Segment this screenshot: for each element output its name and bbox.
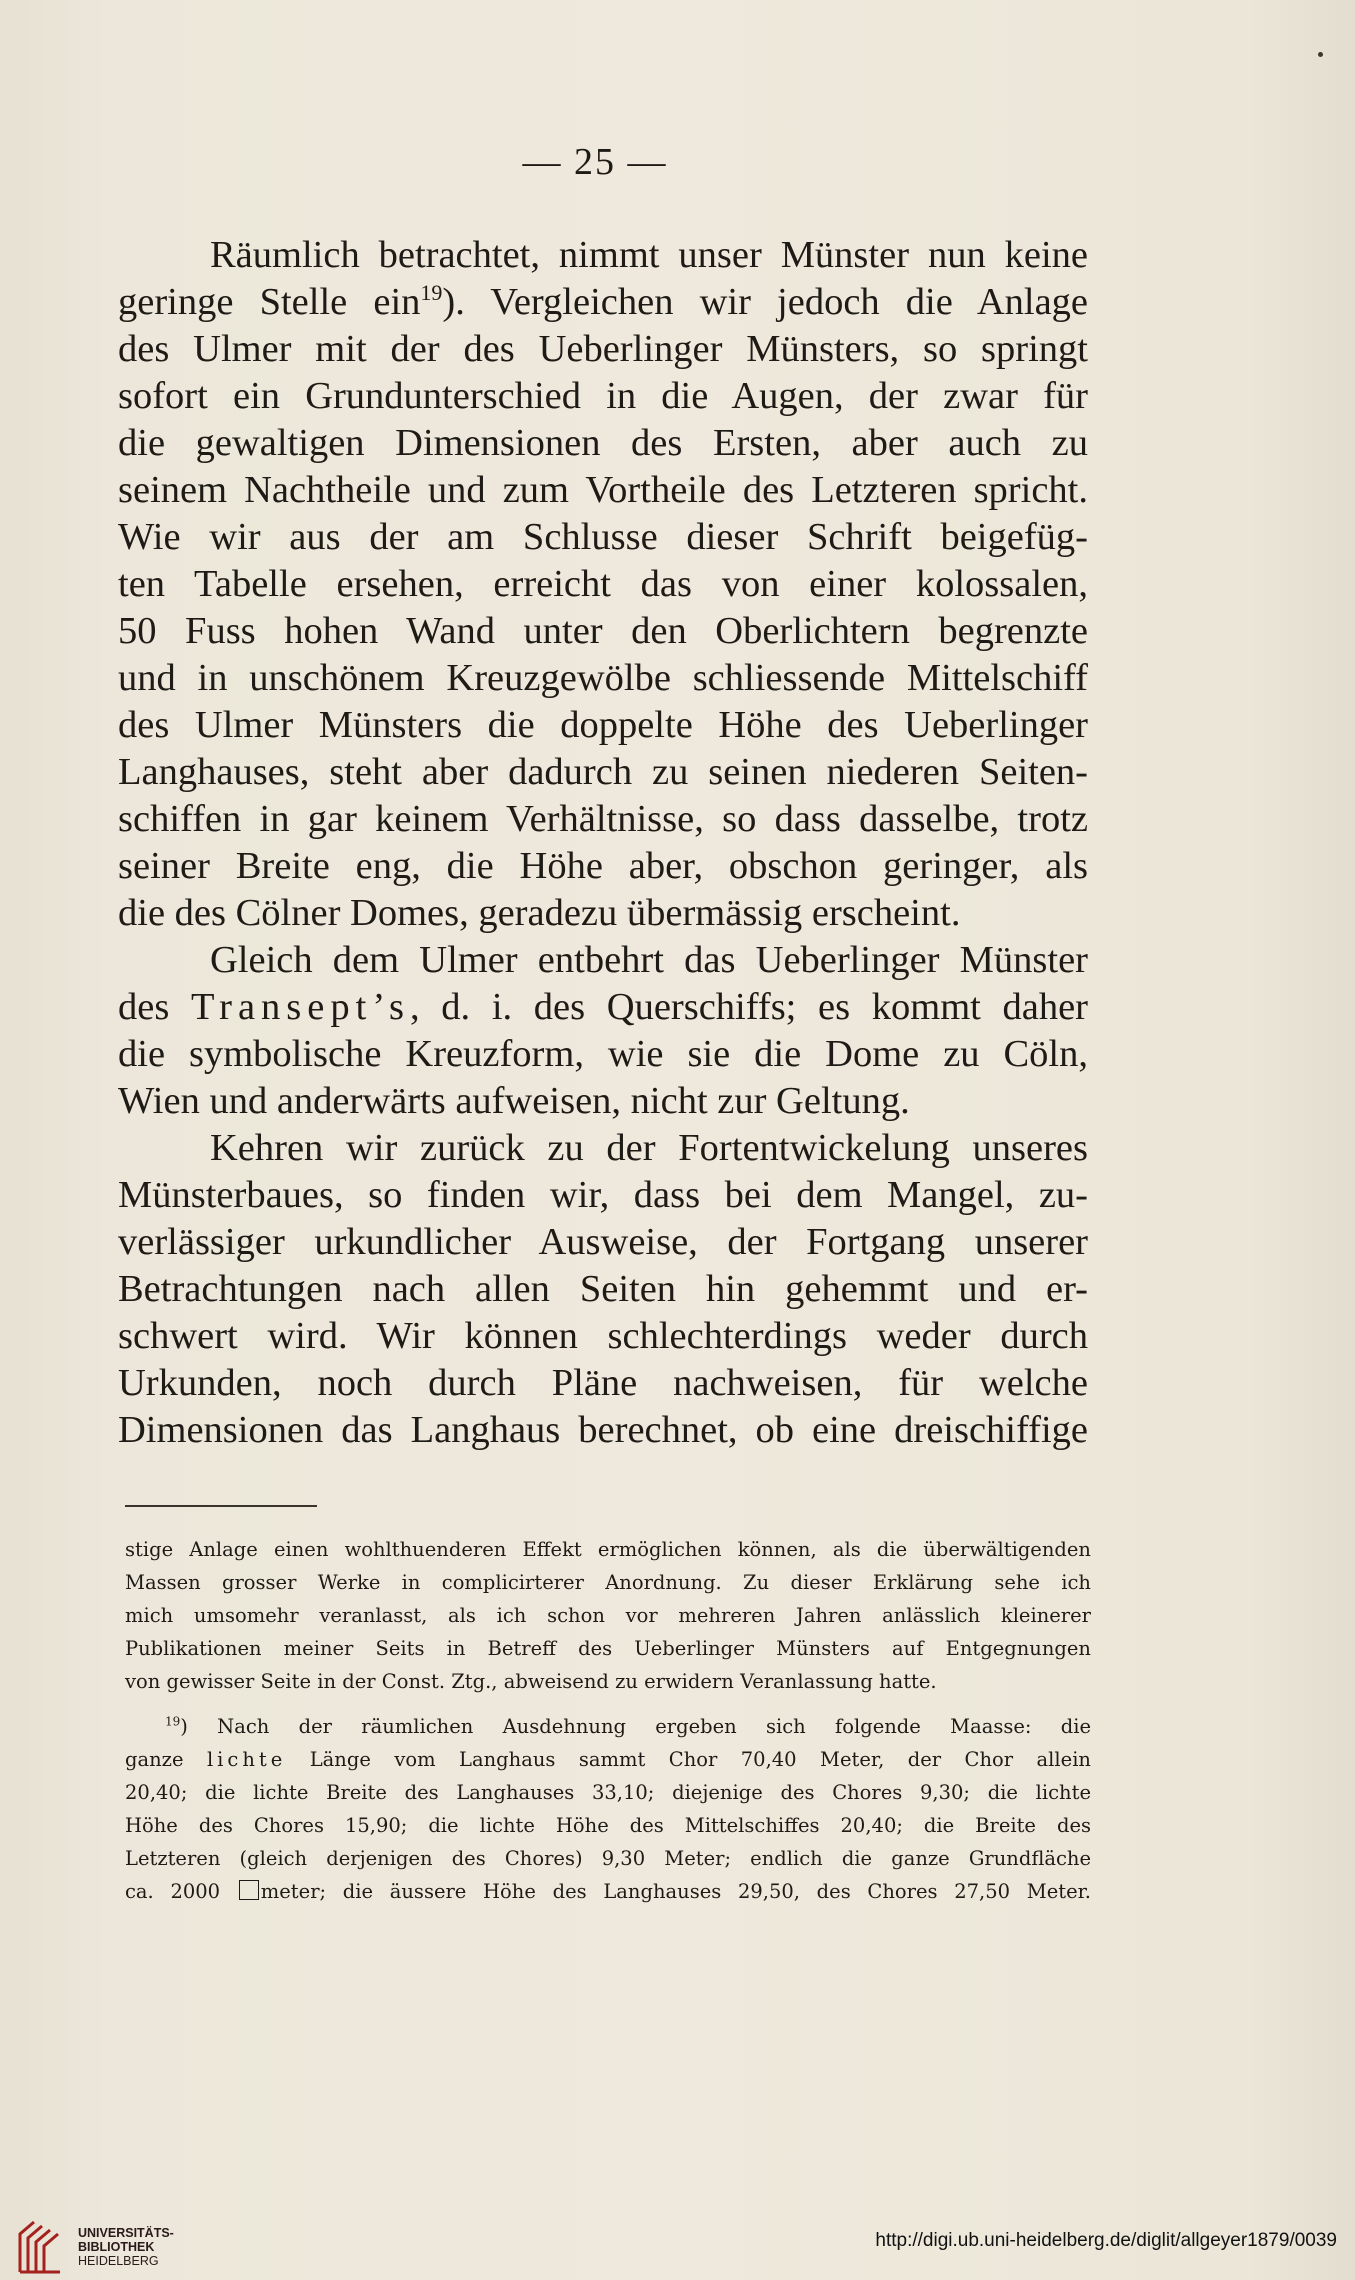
footnote-19-line: [125, 1743, 1091, 1776]
footnote-19-line: [125, 1710, 1091, 1743]
body-text: [118, 232, 1088, 1454]
footnote-line: von gewisser Seite in der Const. Ztg., abweisend zu erwidern Veranlassung hatte.: [125, 1670, 937, 1693]
body-line: des Ulmer Münsters die doppelte Höhe des Ueberlinger: [118, 704, 1088, 746]
spaced-emphasis-word: Transept’s: [190, 986, 411, 1028]
footnote-spaced-word: lichte: [206, 1748, 287, 1771]
body-line: Betrachtungen nach allen Seiten hin gehemmt und er-: [118, 1268, 1088, 1310]
body-line: des Ulmer mit der des Ueberlinger Münsters, so springt: [118, 328, 1088, 370]
footnote-19-line: [125, 1875, 1091, 1908]
footnote-text: ca. 2000: [125, 1880, 237, 1903]
body-line: Räumlich betrachtet, nimmt unser Münster nun keine: [210, 234, 1088, 276]
body-line: Urkunden, noch durch Pläne nachweisen, für welche: [118, 1362, 1088, 1404]
body-line: schwert wird. Wir können schlechterdings weder durch: [118, 1315, 1088, 1357]
body-line: Gleich dem Ulmer entbehrt das Ueberlinger Münster: [210, 939, 1088, 981]
body-line: und in unschönem Kreuzgewölbe schliessende Mittelschiff: [118, 657, 1088, 699]
body-line-text: geringe Stelle ein: [118, 281, 421, 323]
library-name: [78, 2226, 174, 2268]
body-line: Langhauses, steht aber dadurch zu seinen niederen Seiten-: [118, 751, 1088, 793]
body-line: [118, 984, 1088, 1031]
body-line: Kehren wir zurück zu der Fortentwickelung unseres: [210, 1127, 1088, 1169]
body-line: Wie wir aus der am Schlusse dieser Schrift beigefüg-: [118, 516, 1088, 558]
square-unit-icon: [239, 1880, 259, 1900]
body-line: Wien und anderwärts aufweisen, nicht zur Geltung.: [118, 1080, 910, 1122]
footnote-line: Massen grosser Werke in complicirterer Anordnung. Zu dieser Erklärung sehe ich: [125, 1571, 1091, 1594]
library-name-line: UNIVERSITÄTS-: [78, 2226, 174, 2240]
library-logo-icon: [14, 2216, 66, 2274]
body-line: die des Cölner Domes, geradezu übermässig erscheint.: [118, 892, 961, 934]
body-line: schiffen in gar keinem Verhältnisse, so dass dasselbe, trotz: [118, 798, 1088, 840]
footnote-gap: [125, 1698, 1091, 1710]
body-line: die symbolische Kreuzform, wie sie die Dome zu Cöln,: [118, 1033, 1088, 1075]
footnote-marker: 19: [165, 1714, 181, 1729]
page-number: — 25 —: [522, 141, 668, 183]
footnote-line: Publikationen meiner Seits in Betreff des Ueberlinger Münsters auf Entgegnungen: [125, 1637, 1091, 1660]
footnote-text: ganze: [125, 1748, 207, 1771]
scan-speck: [1318, 52, 1323, 57]
footnote-19-line: Höhe des Chores 15,90; die lichte Höhe des Mittelschiffes 20,40; die Breite des: [125, 1814, 1091, 1837]
footer: [0, 2212, 1355, 2280]
body-line: Münsterbaues, so finden wir, dass bei dem Mangel, zu-: [118, 1174, 1088, 1216]
body-line: [118, 279, 1088, 326]
body-line: verlässiger urkundlicher Ausweise, der Fortgang unserer: [118, 1221, 1088, 1263]
footnote-19-line: Letzteren (gleich derjenigen des Chores) 9,30 Meter; endlich die ganze Grundfläche: [125, 1847, 1091, 1870]
body-line: Dimensionen das Langhaus berechnet, ob eine dreischiffige: [118, 1409, 1088, 1451]
footnote-text: meter; die äussere Höhe des Langhauses 29,50, des Chores 27,50 Meter.: [260, 1880, 1091, 1903]
footnote-text: ) Nach der räumlichen Ausdehnung ergeben sich folgende Maasse: die: [180, 1715, 1091, 1738]
library-name-line: HEIDELBERG: [78, 2254, 159, 2268]
body-line: seiner Breite eng, die Höhe aber, obschon geringer, als: [118, 845, 1088, 887]
footnote-text: Länge vom Langhaus sammt Chor 70,40 Meter, der Chor allein: [286, 1748, 1091, 1771]
body-line: sofort ein Grundunterschied in die Augen, der zwar für: [118, 375, 1088, 417]
body-line: seinem Nachtheile und zum Vortheile des Letzteren spricht.: [118, 469, 1088, 511]
footnote-reference[interactable]: 19: [420, 280, 443, 306]
footnotes: [125, 1533, 1091, 1908]
footnote-line: mich umsomehr veranlasst, als ich schon vor mehreren Jahren anlässlich kleinerer: [125, 1604, 1091, 1627]
source-url-link[interactable]: http://digi.ub.uni-heidelberg.de/diglit/allgeyer1879/0039: [875, 2230, 1337, 2251]
body-line-text: ). Vergleichen wir jedoch die Anlage: [442, 281, 1089, 323]
library-name-line: BIBLIOTHEK: [78, 2240, 155, 2254]
body-line-text: , d. i. des Querschiffs; es kommt daher: [410, 986, 1089, 1028]
body-line: die gewaltigen Dimensionen des Ersten, aber auch zu: [118, 422, 1088, 464]
body-line-text: des: [118, 986, 191, 1028]
footnote-19-line: 20,40; die lichte Breite des Langhauses 33,10; diejenige des Chores 9,30; die lichte: [125, 1781, 1091, 1804]
footnote-line: stige Anlage einen wohlthuenderen Effekt ermöglichen können, als die überwältigenden: [125, 1538, 1091, 1561]
body-line: 50 Fuss hohen Wand unter den Oberlichtern begrenzte: [118, 610, 1088, 652]
footnote-separator: [125, 1505, 317, 1507]
body-line: ten Tabelle ersehen, erreicht das von einer kolossalen,: [118, 563, 1088, 605]
